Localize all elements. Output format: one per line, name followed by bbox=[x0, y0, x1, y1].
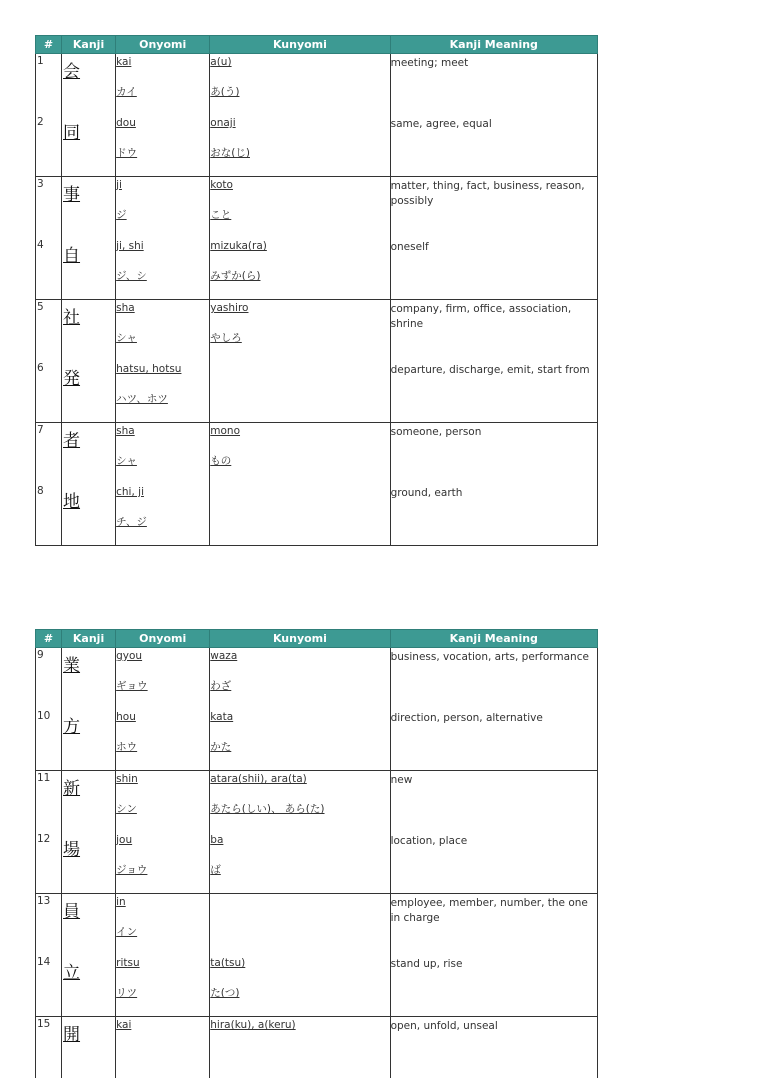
kunyomi-cell bbox=[210, 955, 390, 1017]
onyomi-kana: ジ、シ bbox=[116, 270, 209, 282]
kunyomi-cell bbox=[210, 115, 390, 177]
kanji-character: 方 bbox=[63, 712, 80, 737]
kanji-cell bbox=[62, 177, 116, 239]
onyomi-romaji: kai bbox=[116, 56, 209, 68]
onyomi-kana: シン bbox=[116, 803, 209, 815]
kanji-cell bbox=[62, 238, 116, 300]
onyomi-kana: カイ bbox=[116, 86, 209, 98]
header-kanji: Kanji bbox=[62, 36, 116, 54]
onyomi-kana: ドウ bbox=[116, 147, 209, 159]
onyomi-romaji: jou bbox=[116, 834, 209, 846]
header-onyomi: Onyomi bbox=[116, 630, 210, 648]
kunyomi-kana: わざ bbox=[210, 680, 389, 692]
kanji-meaning: matter, thing, fact, business, reason, possibly bbox=[391, 179, 597, 209]
kunyomi-cell bbox=[210, 648, 390, 710]
table-row bbox=[36, 709, 598, 771]
kanji-character: 場 bbox=[63, 835, 80, 860]
onyomi-cell bbox=[116, 484, 210, 546]
kunyomi-kana: やしろ bbox=[210, 332, 389, 344]
kanji-character: 社 bbox=[63, 303, 80, 328]
onyomi-romaji: in bbox=[116, 896, 209, 908]
onyomi-cell bbox=[116, 300, 210, 362]
row-number: 5 bbox=[36, 300, 62, 362]
meaning-cell bbox=[390, 300, 597, 362]
kanji-character: 自 bbox=[63, 241, 80, 266]
header-row bbox=[36, 36, 598, 54]
table-row bbox=[36, 648, 598, 710]
kunyomi-cell bbox=[210, 300, 390, 362]
onyomi-cell bbox=[116, 238, 210, 300]
header-kunyomi: Kunyomi bbox=[210, 630, 390, 648]
row-number: 2 bbox=[36, 115, 62, 177]
kunyomi-cell bbox=[210, 832, 390, 894]
table-row bbox=[36, 423, 598, 485]
kunyomi-kana: かた bbox=[210, 741, 389, 753]
kanji-character: 事 bbox=[63, 180, 80, 205]
onyomi-romaji: ji, shi bbox=[116, 240, 209, 252]
onyomi-romaji: hou bbox=[116, 711, 209, 723]
kunyomi-cell bbox=[210, 1017, 390, 1078]
row-number: 13 bbox=[36, 894, 62, 956]
kanji-cell bbox=[62, 300, 116, 362]
table-row bbox=[36, 484, 598, 546]
kunyomi-cell bbox=[210, 177, 390, 239]
kunyomi-kana: あたら(しい)、 あら(た) bbox=[210, 803, 389, 815]
header-onyomi: Onyomi bbox=[116, 36, 210, 54]
kanji-cell bbox=[62, 423, 116, 485]
row-number: 14 bbox=[36, 955, 62, 1017]
row-number: 10 bbox=[36, 709, 62, 771]
meaning-cell bbox=[390, 177, 597, 239]
kunyomi-cell bbox=[210, 423, 390, 485]
onyomi-romaji: dou bbox=[116, 117, 209, 129]
kunyomi-romaji: mizuka(ra) bbox=[210, 240, 389, 252]
header-number: # bbox=[36, 630, 62, 648]
onyomi-kana: シャ bbox=[116, 455, 209, 467]
onyomi-kana: ジョウ bbox=[116, 864, 209, 876]
kanji-meaning: company, firm, office, association, shrine bbox=[391, 302, 597, 332]
kunyomi-romaji: a(u) bbox=[210, 56, 389, 68]
kanji-character: 開 bbox=[63, 1020, 80, 1045]
kunyomi-romaji: yashiro bbox=[210, 302, 389, 314]
kunyomi-kana: こと bbox=[210, 209, 389, 221]
kunyomi-romaji: atara(shii), ara(ta) bbox=[210, 773, 389, 785]
kanji-character: 同 bbox=[63, 118, 80, 143]
table-row bbox=[36, 361, 598, 423]
meaning-cell bbox=[390, 648, 597, 710]
kanji-meaning: someone, person bbox=[391, 425, 597, 440]
kunyomi-romaji: ta(tsu) bbox=[210, 957, 389, 969]
onyomi-cell bbox=[116, 177, 210, 239]
kanji-cell bbox=[62, 832, 116, 894]
kanji-character: 立 bbox=[63, 958, 80, 983]
onyomi-cell bbox=[116, 115, 210, 177]
onyomi-kana: ギョウ bbox=[116, 680, 209, 692]
kunyomi-cell bbox=[210, 894, 390, 956]
kanji-cell bbox=[62, 894, 116, 956]
kunyomi-cell bbox=[210, 709, 390, 771]
kunyomi-romaji: koto bbox=[210, 179, 389, 191]
meaning-cell bbox=[390, 115, 597, 177]
kanji-character: 発 bbox=[63, 364, 80, 389]
kanji-character: 員 bbox=[63, 897, 80, 922]
row-number: 8 bbox=[36, 484, 62, 546]
table-row bbox=[36, 955, 598, 1017]
onyomi-romaji: shin bbox=[116, 773, 209, 785]
table-row bbox=[36, 300, 598, 362]
header-row bbox=[36, 630, 598, 648]
kanji-meaning: new bbox=[391, 773, 597, 788]
onyomi-romaji: kai bbox=[116, 1019, 209, 1031]
onyomi-romaji: ritsu bbox=[116, 957, 209, 969]
header-number: # bbox=[36, 36, 62, 54]
kunyomi-kana: た(つ) bbox=[210, 987, 389, 999]
table-row bbox=[36, 771, 598, 833]
row-number: 7 bbox=[36, 423, 62, 485]
kanji-cell bbox=[62, 361, 116, 423]
onyomi-cell bbox=[116, 894, 210, 956]
onyomi-kana: シャ bbox=[116, 332, 209, 344]
header-kanji: Kanji bbox=[62, 630, 116, 648]
kunyomi-cell bbox=[210, 238, 390, 300]
kanji-character: 者 bbox=[63, 426, 80, 451]
kunyomi-romaji: waza bbox=[210, 650, 389, 662]
kanji-cell bbox=[62, 54, 116, 116]
kanji-character: 業 bbox=[63, 651, 80, 676]
kunyomi-cell bbox=[210, 484, 390, 546]
kanji-character: 新 bbox=[63, 774, 80, 799]
table-row bbox=[36, 894, 598, 956]
kanji-cell bbox=[62, 1017, 116, 1078]
kanji-meaning: stand up, rise bbox=[391, 957, 597, 972]
kanji-character: 会 bbox=[63, 57, 80, 82]
meaning-cell bbox=[390, 423, 597, 485]
kanji-meaning: employee, member, number, the one in charge bbox=[391, 896, 597, 926]
meaning-cell bbox=[390, 484, 597, 546]
row-number: 4 bbox=[36, 238, 62, 300]
row-number: 3 bbox=[36, 177, 62, 239]
onyomi-cell bbox=[116, 771, 210, 833]
kunyomi-cell bbox=[210, 361, 390, 423]
header-meaning: Kanji Meaning bbox=[390, 630, 597, 648]
onyomi-kana: イン bbox=[116, 926, 209, 938]
row-number: 9 bbox=[36, 648, 62, 710]
kanji-character: 地 bbox=[63, 487, 80, 512]
kunyomi-cell bbox=[210, 54, 390, 116]
meaning-cell bbox=[390, 709, 597, 771]
kunyomi-romaji: kata bbox=[210, 711, 389, 723]
kanji-meaning: meeting; meet bbox=[391, 56, 597, 71]
kunyomi-romaji: ba bbox=[210, 834, 389, 846]
kanji-meaning: location, place bbox=[391, 834, 597, 849]
onyomi-cell bbox=[116, 423, 210, 485]
onyomi-kana: ジ bbox=[116, 209, 209, 221]
onyomi-cell bbox=[116, 361, 210, 423]
row-number: 11 bbox=[36, 771, 62, 833]
onyomi-kana: チ、ジ bbox=[116, 516, 209, 528]
kanji-meaning: ground, earth bbox=[391, 486, 597, 501]
onyomi-cell bbox=[116, 709, 210, 771]
table-row bbox=[36, 177, 598, 239]
kanji-cell bbox=[62, 955, 116, 1017]
kanji-meaning: direction, person, alternative bbox=[391, 711, 597, 726]
onyomi-kana: リツ bbox=[116, 987, 209, 999]
table-row bbox=[36, 832, 598, 894]
onyomi-cell bbox=[116, 955, 210, 1017]
table-row bbox=[36, 54, 598, 116]
meaning-cell bbox=[390, 832, 597, 894]
onyomi-romaji: sha bbox=[116, 425, 209, 437]
row-number: 15 bbox=[36, 1017, 62, 1078]
kanji-cell bbox=[62, 771, 116, 833]
kunyomi-romaji: onaji bbox=[210, 117, 389, 129]
kanji-cell bbox=[62, 115, 116, 177]
onyomi-kana: ホウ bbox=[116, 741, 209, 753]
table-row bbox=[36, 115, 598, 177]
kunyomi-kana: おな(じ) bbox=[210, 147, 389, 159]
row-number: 6 bbox=[36, 361, 62, 423]
onyomi-cell bbox=[116, 54, 210, 116]
meaning-cell bbox=[390, 238, 597, 300]
kunyomi-kana: もの bbox=[210, 455, 389, 467]
kunyomi-romaji: mono bbox=[210, 425, 389, 437]
kanji-meaning: open, unfold, unseal bbox=[391, 1019, 597, 1034]
kanji-cell bbox=[62, 484, 116, 546]
kunyomi-romaji: hira(ku), a(keru) bbox=[210, 1019, 389, 1031]
onyomi-cell bbox=[116, 648, 210, 710]
header-meaning: Kanji Meaning bbox=[390, 36, 597, 54]
row-number: 1 bbox=[36, 54, 62, 116]
onyomi-kana: ハツ、ホツ bbox=[116, 393, 209, 405]
meaning-cell bbox=[390, 894, 597, 956]
kunyomi-kana: みずか(ら) bbox=[210, 270, 389, 282]
kanji-table-1 bbox=[35, 35, 598, 546]
kunyomi-kana: あ(う) bbox=[210, 86, 389, 98]
row-number: 12 bbox=[36, 832, 62, 894]
meaning-cell bbox=[390, 54, 597, 116]
meaning-cell bbox=[390, 955, 597, 1017]
kunyomi-kana: ば bbox=[210, 864, 389, 876]
meaning-cell bbox=[390, 1017, 597, 1078]
onyomi-romaji: gyou bbox=[116, 650, 209, 662]
meaning-cell bbox=[390, 361, 597, 423]
table-row bbox=[36, 1017, 598, 1078]
onyomi-romaji: ji bbox=[116, 179, 209, 191]
kanji-cell bbox=[62, 648, 116, 710]
onyomi-cell bbox=[116, 1017, 210, 1078]
kanji-table-2 bbox=[35, 629, 598, 1078]
kanji-cell bbox=[62, 709, 116, 771]
onyomi-cell bbox=[116, 832, 210, 894]
kanji-meaning: business, vocation, arts, performance bbox=[391, 650, 597, 665]
kunyomi-cell bbox=[210, 771, 390, 833]
header-kunyomi: Kunyomi bbox=[210, 36, 390, 54]
onyomi-romaji: sha bbox=[116, 302, 209, 314]
kanji-meaning: oneself bbox=[391, 240, 597, 255]
onyomi-romaji: chi, ji bbox=[116, 486, 209, 498]
onyomi-romaji: hatsu, hotsu bbox=[116, 363, 209, 375]
kanji-meaning: same, agree, equal bbox=[391, 117, 597, 132]
meaning-cell bbox=[390, 771, 597, 833]
table-row bbox=[36, 238, 598, 300]
kanji-meaning: departure, discharge, emit, start from bbox=[391, 363, 597, 378]
